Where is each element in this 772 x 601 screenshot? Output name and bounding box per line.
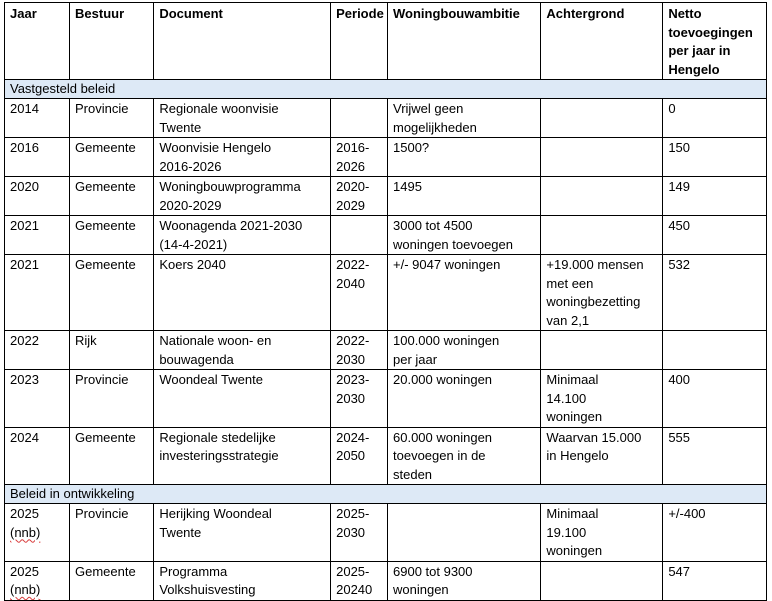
cell-period: 2025- 20240 [331,561,388,600]
header-document: Document [154,3,331,80]
cell-background [541,138,663,177]
table-row [5,216,767,255]
cell-background: +19.000 mensen met een woningbezetting van 2,1 [541,255,663,331]
header-authority: Bestuur [70,3,154,80]
cell-year: 2021 [5,255,70,331]
section-row-development [5,485,767,504]
header-ambition: Woningbouwambitie [388,3,541,80]
cell-year: 2016 [5,138,70,177]
cell-year: 2023 [5,370,70,428]
table-row [5,138,767,177]
cell-document: Programma Volkshuisvesting [154,561,331,600]
year-value: 2025 [10,506,39,521]
cell-period [331,99,388,138]
cell-authority: Gemeente [70,561,154,600]
cell-authority: Rijk [70,331,154,370]
table-row [5,504,767,562]
table-header-row [5,3,767,80]
cell-year: 2024 [5,427,70,485]
table-row [5,561,767,600]
cell-background: Minimaal 14.100 woningen [541,370,663,428]
cell-period: 2022- 2030 [331,331,388,370]
cell-ambition: Vrijwel geen mogelijkheden [388,99,541,138]
table-row [5,99,767,138]
cell-document: Woningbouwprogramma 2020-2029 [154,177,331,216]
cell-net-additions: 450 [663,216,767,255]
cell-document: Regionale woonvisie Twente [154,99,331,138]
cell-ambition: 20.000 woningen [388,370,541,428]
cell-document: Herijking Woondeal Twente [154,504,331,562]
table-row [5,177,767,216]
cell-document: Woonvisie Hengelo 2016-2026 [154,138,331,177]
cell-net-additions: 400 [663,370,767,428]
cell-authority: Gemeente [70,138,154,177]
cell-net-additions: 547 [663,561,767,600]
cell-period: 2020- 2029 [331,177,388,216]
cell-background: Minimaal 19.100 woningen [541,504,663,562]
cell-authority: Provincie [70,504,154,562]
cell-authority: Gemeente [70,427,154,485]
section-label-development: Beleid in ontwikkeling [5,485,767,504]
cell-period: 2022- 2040 [331,255,388,331]
cell-period: 2016- 2026 [331,138,388,177]
table-row [5,427,767,485]
cell-ambition: 6900 tot 9300 woningen [388,561,541,600]
cell-net-additions: 532 [663,255,767,331]
cell-year: 2021 [5,216,70,255]
cell-authority: Provincie [70,370,154,428]
cell-ambition: +/- 9047 woningen [388,255,541,331]
cell-net-additions: 0 [663,99,767,138]
cell-ambition: 100.000 woningen per jaar [388,331,541,370]
cell-background [541,99,663,138]
cell-period [331,216,388,255]
cell-ambition: 1495 [388,177,541,216]
cell-year: 2014 [5,99,70,138]
cell-period: 2023- 2030 [331,370,388,428]
cell-ambition [388,504,541,562]
cell-background [541,561,663,600]
year-value: 2025 [10,563,39,579]
year-note: (nnb) [10,582,41,597]
cell-net-additions [663,331,767,370]
cell-year [5,504,70,562]
cell-ambition: 3000 tot 4500 woningen toevoegen [388,216,541,255]
cell-year: 2020 [5,177,70,216]
year-note: (nnb) [10,524,41,540]
header-year: Jaar [5,3,70,80]
header-net-additions: Netto toevoegingen per jaar in Hengelo [663,3,767,80]
cell-authority: Gemeente [70,177,154,216]
cell-ambition: 1500? [388,138,541,177]
cell-net-additions: 149 [663,177,767,216]
cell-year: 2022 [5,331,70,370]
cell-document: Woonagenda 2021-2030 (14-4-2021) [154,216,331,255]
cell-background [541,331,663,370]
cell-ambition: 60.000 woningen toevoegen in de steden [388,427,541,485]
cell-period: 2025- 2030 [331,504,388,562]
cell-background: Waarvan 15.000 in Hengelo [541,427,663,485]
cell-document: Regionale stedelijke investeringsstrategie [154,427,331,485]
cell-document: Koers 2040 [154,255,331,331]
cell-net-additions: +/-400 [663,504,767,562]
section-row-established [5,80,767,99]
cell-authority: Provincie [70,99,154,138]
cell-authority: Gemeente [70,255,154,331]
cell-background [541,177,663,216]
cell-year [5,561,70,600]
table-row [5,370,767,428]
cell-document: Woondeal Twente [154,370,331,428]
table-row [5,255,767,331]
cell-authority: Gemeente [70,216,154,255]
cell-period: 2024- 2050 [331,427,388,485]
cell-net-additions: 150 [663,138,767,177]
header-period: Periode [331,3,388,80]
housing-policy-table [4,2,767,601]
table-row [5,331,767,370]
section-label-established: Vastgesteld beleid [5,80,767,99]
cell-document: Nationale woon- en bouwagenda [154,331,331,370]
header-background: Achtergrond [541,3,663,80]
cell-background [541,216,663,255]
cell-net-additions: 555 [663,427,767,485]
